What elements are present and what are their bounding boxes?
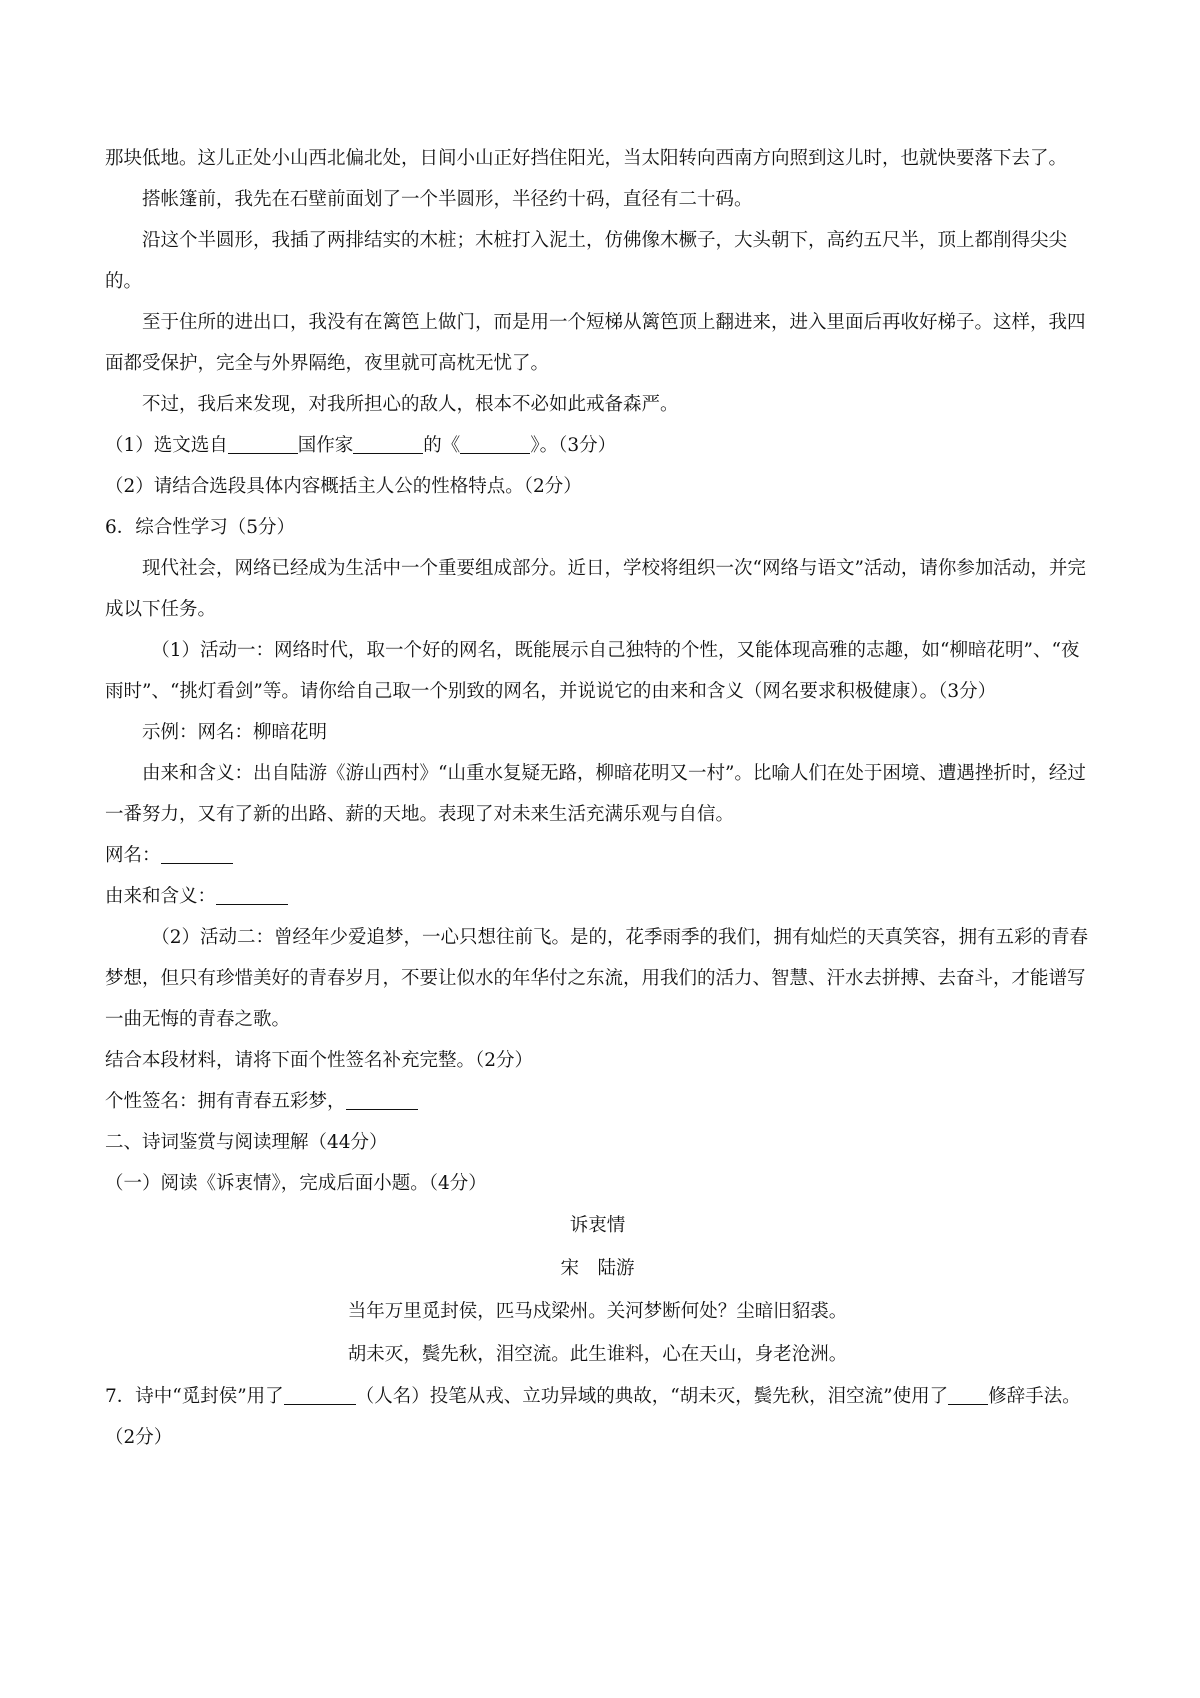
q5-author-blank[interactable] — [353, 434, 423, 454]
poem-line-2: 胡未灭，鬓先秋，泪空流。此生谁料，心在天山，身老沧洲。 — [347, 1344, 848, 1365]
q6-activity-2-task: 结合本段材料，请将下面个性签名补充完整。（2分） — [105, 1050, 534, 1071]
poem-author: 宋 陆游 — [560, 1258, 635, 1279]
q5-book-blank[interactable] — [460, 434, 530, 454]
q6-signature-line — [105, 1081, 1090, 1122]
q5-sub2: （2）请结合选段具体内容概括主人公的性格特点。（2分） — [105, 476, 582, 497]
q6-name-blank[interactable] — [161, 844, 233, 864]
section-2-part-1: （一）阅读《诉衷情》，完成后面小题。（4分） — [105, 1173, 487, 1194]
q5-sub1-text-a: （1）选文选自 — [105, 435, 228, 456]
passage-paragraph-3: 沿这个半圆形，我插了两排结实的木桩；木桩打入泥土，仿佛像木橛子，大头朝下，高约五尺半，顶上都削得尖尖的。 — [105, 230, 1068, 292]
poem-title: 诉衷情 — [569, 1215, 626, 1236]
q6-example-name: 示例：网名：柳暗花明 — [142, 722, 328, 743]
q7-rhetoric-blank[interactable] — [948, 1385, 988, 1405]
passage-paragraph-1: 那块低地。这儿正处小山西北偏北处，日间小山正好挡住阳光，当太阳转向西南方向照到这儿时，也就快要落下去了。 — [105, 148, 1068, 169]
q5-sub1 — [105, 425, 1090, 466]
q5-sub1-text-d: 》。（3分） — [530, 435, 617, 456]
q6-meaning-label: 由来和含义： — [105, 886, 217, 907]
q6-meaning-line — [105, 876, 1090, 917]
q7-text-c: 修辞手法。（2分） — [105, 1386, 1081, 1448]
passage-paragraph-4: 至于住所的进出口，我没有在篱笆上做门，而是用一个短梯从篱笆顶上翻进来，进入里面后再收好梯子。这样，我四面都受保护，完全与外界隔绝，夜里就可高枕无忧了。 — [105, 312, 1086, 374]
q6-activity-1: （1）活动一：网络时代，取一个好的网名，既能展示自己独特的个性，又能体现高雅的志趣，如“柳暗花明”、“夜雨时”、“挑灯看剑”等。请你给自己取一个别致的网名，并说说它的由来和含义（网名要求积极健康）。（3分） — [105, 640, 1080, 702]
q7 — [105, 1376, 1090, 1458]
q5-country-blank[interactable] — [228, 434, 298, 454]
q7-text-b: （人名）投笔从戎、立功异域的典故，“胡未灭，鬓先秋，泪空流”使用了 — [355, 1386, 949, 1407]
q6-activity-2: （2）活动二：曾经年少爱追梦，一心只想往前飞。是的，花季雨季的我们，拥有灿烂的天真笑容，拥有五彩的青春梦想，但只有珍惜美好的青春岁月，不要让似水的年华付之东流，用我们的活力、智慧、汗水去拼搏、去奋斗，才能谱写一曲无悔的青春之歌。 — [105, 927, 1089, 1030]
q6-name-label: 网名： — [105, 845, 161, 866]
q6-name-line — [105, 835, 1090, 876]
q5-sub1-text-c: 的《 — [423, 435, 461, 456]
q6-signature-blank[interactable] — [346, 1090, 418, 1110]
q6-signature-text: 个性签名：拥有青春五彩梦， — [105, 1091, 346, 1112]
q6-intro: 现代社会，网络已经成为生活中一个重要组成部分。近日，学校将组织一次“网络与语文”活动，请你参加活动，并完成以下任务。 — [105, 558, 1086, 620]
q5-sub1-text-b: 国作家 — [297, 435, 354, 456]
q7-person-blank[interactable] — [284, 1385, 356, 1405]
q7-text-a: 7．诗中“觅封侯”用了 — [105, 1386, 284, 1407]
passage-paragraph-5: 不过，我后来发现，对我所担心的敌人，根本不必如此戒备森严。 — [142, 394, 679, 415]
q6-title: 6．综合性学习（5分） — [105, 517, 296, 538]
poem-line-1: 当年万里觅封侯，匹马戍梁州。关河梦断何处？尘暗旧貂裘。 — [347, 1301, 848, 1322]
section-2-title: 二、诗词鉴赏与阅读理解（44分） — [105, 1132, 388, 1153]
passage-paragraph-2: 搭帐篷前，我先在石壁前面划了一个半圆形，半径约十码，直径有二十码。 — [142, 189, 753, 210]
q6-example-meaning: 由来和含义：出自陆游《游山西村》“山重水复疑无路，柳暗花明又一村”。比喻人们在处于困境、遭遇挫折时，经过一番努力，又有了新的出路、薪的天地。表现了对未来生活充满乐观与自信。 — [105, 763, 1086, 825]
q6-meaning-blank[interactable] — [216, 885, 288, 905]
